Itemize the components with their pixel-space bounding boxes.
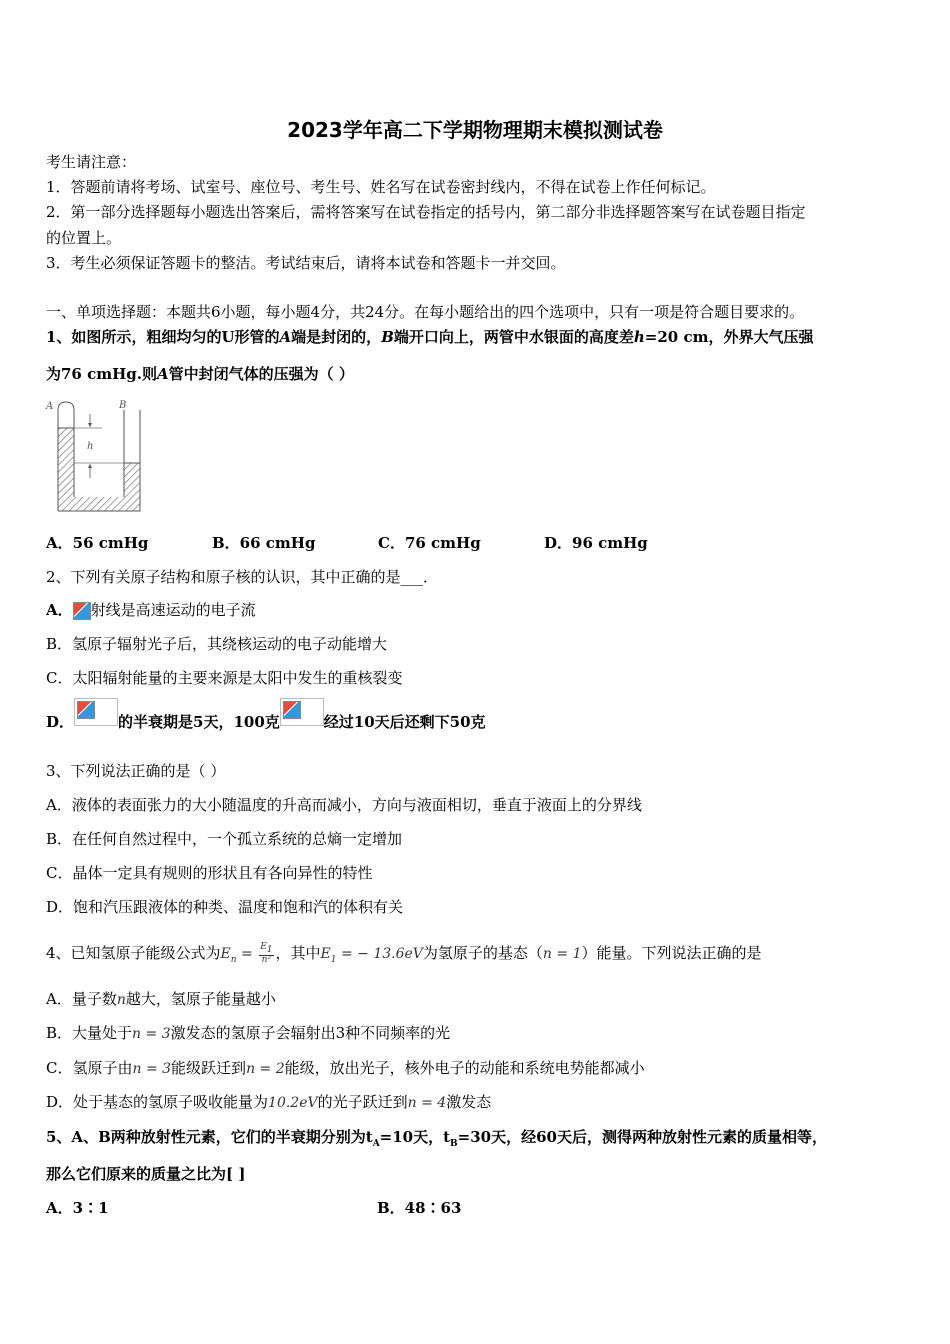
broken-image-icon (280, 698, 324, 726)
q4-option-b[interactable] (46, 1023, 450, 1044)
q1-text: 为76 cmHg.则 (46, 365, 157, 383)
math-symbol: n² (261, 954, 272, 965)
math-symbol: n = 2 (246, 1061, 285, 1077)
q1-option[interactable]: C．76 cmHg (378, 534, 481, 552)
notice-item: 的位置上。 (46, 229, 122, 247)
option-text: 激发态的氢原子会辐射出3种不同频率的光 (170, 1024, 451, 1042)
option-text: 的光子跃迁到 (317, 1093, 408, 1111)
subscript: B (450, 1139, 458, 1149)
option-text: 能级，放出光子，核外电子的动能和系统电势能都减小 (284, 1059, 645, 1077)
q3-option-c[interactable]: C．晶体一定具有规则的形状且有各向异性的特性 (46, 864, 373, 882)
q1-option[interactable]: D．96 cmHg (544, 534, 648, 552)
q1-text: =20 cm，外界大气压强 (644, 328, 814, 346)
notice-heading: 考生请注意： (46, 153, 137, 171)
u-tube-figure (42, 396, 152, 518)
q1-var-a: A (279, 328, 292, 346)
q1-var-h: h (633, 328, 645, 346)
q1-text: 端是封闭的， (291, 328, 382, 346)
math-symbol: E (220, 946, 231, 962)
section-heading: 一、单项选择题：本题共6小题，每小题4分，共24分。在每小题给出的四个选项中，只有一项是符合题目要求的。 (46, 303, 805, 321)
q2-option-c[interactable]: C．太阳辐射能量的主要来源是太阳中发生的重核裂变 (46, 669, 403, 687)
option-text: 经过10天后还剩下50克 (323, 713, 486, 731)
option-text: 能级跃迁到 (171, 1059, 247, 1077)
formula-energy-level (220, 942, 276, 965)
page-title: 2023学年高二下学期物理期末模拟测试卷 (287, 118, 663, 142)
q2-option-b[interactable]: B．氢原子辐射光子后，其绕核运动的电子动能增大 (46, 635, 388, 653)
formula-e1 (320, 946, 423, 965)
option-text: C．氢原子由 (46, 1059, 133, 1077)
broken-image-icon (73, 602, 91, 620)
formula-n1: n = 1 (542, 946, 582, 962)
option-text: A．量子数 (46, 990, 117, 1008)
q5-option[interactable]: B．48∶63 (377, 1199, 462, 1217)
q3-stem: 3、下列说法正确的是（ ） (46, 762, 226, 780)
option-text: 的半衰期是5天，100克 (118, 713, 280, 731)
math-symbol: n (116, 992, 126, 1008)
q4-option-a[interactable] (46, 989, 276, 1010)
option-label: A． (46, 601, 73, 619)
option-text: 射线是高速运动的电子流 (90, 601, 256, 619)
notice-item: 1．答题前请将考场、试室号、座位号、考生号、姓名写在试卷密封线内，不得在试卷上作任何标记。 (46, 178, 716, 196)
q1-stem-line2 (46, 364, 354, 384)
option-text: 激发态 (446, 1093, 492, 1111)
q1-text: 端开口向上，两管中水银面的高度差 (393, 328, 634, 346)
notice-item: 2．第一部分选择题每小题选出答案后，需将答案写在试卷指定的括号内，第二部分非选择题答案写在试卷题目指定 (46, 203, 806, 221)
label-h: h (87, 441, 94, 452)
q1-var-a: A (156, 365, 169, 383)
math-symbol: n = 4 (407, 1095, 447, 1111)
q3-option-b[interactable]: B．在任何自然过程中，一个孤立系统的总熵一定增加 (46, 830, 403, 848)
q4-option-d[interactable] (46, 1092, 491, 1113)
option-text: 越大，氢原子能量越小 (125, 990, 276, 1008)
label-a: A (46, 401, 54, 412)
math-symbol: 10.2eV (268, 1095, 318, 1111)
q4-text: ）能量。下列说法正确的是 (581, 944, 762, 962)
q2-option-a[interactable] (46, 600, 256, 620)
fraction (259, 943, 273, 965)
math-sub: 1 (266, 944, 273, 955)
q5-stem-line2: 那么它们原来的质量之比为[ ] (46, 1165, 246, 1183)
q4-text: 为氢原子的基态（ (422, 944, 543, 962)
q4-text: ，其中 (275, 944, 321, 962)
broken-image-icon (74, 698, 118, 726)
notice-item: 3．考生必须保证答题卡的整洁。考试结束后，请将本试卷和答题卡一并交回。 (46, 254, 566, 272)
q1-options (46, 533, 648, 553)
math-symbol: n = 3 (132, 1061, 172, 1077)
q4-stem (46, 940, 762, 973)
option-text: B．大量处于 (46, 1024, 133, 1042)
q5-text: =10天，t (379, 1128, 451, 1146)
subscript: A (372, 1139, 380, 1149)
mercury-fill (58, 428, 140, 511)
option-text: D．处于基态的氢原子吸收能量为 (46, 1093, 269, 1111)
math-symbol: E (320, 946, 331, 962)
q2-option-d[interactable] (46, 700, 486, 744)
q5-options (46, 1198, 461, 1218)
q3-option-a[interactable]: A．液体的表面张力的大小随温度的升高而减小，方向与液面相切，垂直于液面上的分界线 (46, 796, 642, 814)
label-b: B (119, 400, 127, 411)
q4-option-c[interactable] (46, 1058, 645, 1079)
q1-option[interactable]: B．66 cmHg (212, 534, 316, 552)
q1-stem-line1 (46, 327, 813, 347)
option-label: D． (46, 713, 75, 731)
q5-option[interactable]: A．3∶1 (46, 1199, 109, 1217)
math-symbol: = − 13.6eV (336, 946, 423, 962)
q1-text: 1、如图所示，粗细均匀的U形管的 (46, 328, 280, 346)
math-sub: 1 (330, 954, 337, 965)
math-symbol: n = 3 (132, 1026, 171, 1042)
q5-stem-line1 (46, 1127, 827, 1154)
math-symbol: = (236, 946, 258, 962)
q1-text: 管中封闭气体的压强为（ ） (168, 365, 354, 383)
q3-option-d[interactable]: D．饱和汽压跟液体的种类、温度和饱和汽的体积有关 (46, 898, 404, 916)
math-symbol: E (260, 942, 267, 953)
q2-stem: 2、下列有关原子结构和原子核的认识，其中正确的是___． (46, 568, 439, 586)
math-sub: n (230, 954, 237, 965)
q4-text: 4、已知氢原子能级公式为 (46, 944, 221, 962)
q1-var-b: B (381, 328, 394, 346)
q1-option[interactable]: A．56 cmHg (46, 534, 149, 552)
q5-text: =30天，经60天后，测得两种放射性元素的质量相等， (457, 1128, 827, 1146)
q5-text: 5、A、B两种放射性元素，它们的半衰期分别为t (46, 1128, 373, 1146)
